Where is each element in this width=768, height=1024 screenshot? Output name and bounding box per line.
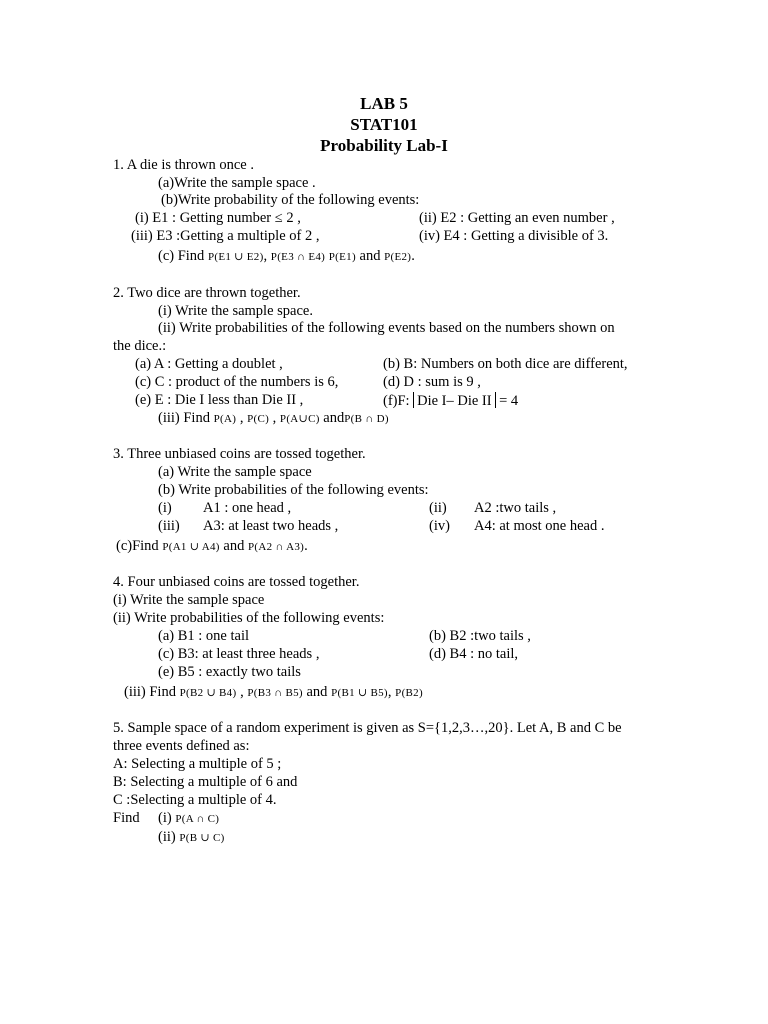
q4-event-c: (c) B3: at least three heads , xyxy=(158,646,320,662)
q2-event-c: (c) C : product of the numbers is 6, xyxy=(135,374,339,390)
abs-bar-left xyxy=(413,392,415,408)
q4-formula-3: P(B1 ∪ B5) xyxy=(331,687,388,699)
q1-c-line: (c) Find P(E1 ∪ E2), P(E3 ∩ E4) P(E1) and P(E2). xyxy=(158,248,415,264)
q4-i: (i) Write the sample space xyxy=(113,592,265,608)
q3-formula-2: P(A2 ∩ A3) xyxy=(247,541,305,553)
q3-iv-num: (iv) xyxy=(429,518,450,534)
q5-find: Find xyxy=(113,810,140,826)
q2-event-e: (e) E : Die I less than Die II , xyxy=(135,392,304,408)
course-code: STAT101 xyxy=(350,115,418,134)
q2-f-value: = 4 xyxy=(499,393,519,409)
q2-formula-3: P(A∪C) xyxy=(279,413,320,425)
q4-formula-1: P(B2 ∪ B4) xyxy=(179,687,237,699)
q4-event-a: (a) B1 : one tail xyxy=(158,628,250,644)
q2-and: and xyxy=(323,410,345,426)
q2-ii: (ii) Write probabilities of the following events based on the numbers shown on xyxy=(158,320,615,336)
q4-stem: 4. Four unbiased coins are tossed together. xyxy=(113,574,360,590)
q1-event-3: (iii) E3 :Getting a multiple of 2 , xyxy=(131,228,320,244)
q2-iii-label: (iii) Find xyxy=(158,410,210,426)
q4-formula-2: P(B3 ∩ B5) xyxy=(247,687,303,699)
q3-a: (a) Write the sample space xyxy=(158,464,312,480)
q3-iv-text: A4: at most one head . xyxy=(474,518,605,534)
q5-ii-line xyxy=(158,829,225,847)
q4-formula-4: P(B2) xyxy=(395,687,423,699)
q3-ii-text: A2 :two tails , xyxy=(474,500,557,516)
q3-iii-text: A3: at least two heads , xyxy=(203,518,339,534)
q3-c-label: (c)Find xyxy=(116,538,159,554)
q4-iii-label: (iii) Find xyxy=(124,684,176,700)
q5-event-b: B: Selecting a multiple of 6 and xyxy=(113,774,298,790)
q2-formula-4: P(B ∩ D) xyxy=(344,413,389,425)
q1-event-1: (i) E1 : Getting number ≤ 2 , xyxy=(135,210,301,226)
q5-event-c: C :Selecting a multiple of 4. xyxy=(113,792,277,808)
q4-event-b: (b) B2 :two tails , xyxy=(429,628,531,644)
q5-i-line xyxy=(158,810,219,828)
q2-stem: 2. Two dice are thrown together. xyxy=(113,285,301,301)
q5-ii-label: (ii) xyxy=(158,829,176,845)
q2-event-d: (d) D : sum is 9 , xyxy=(383,374,481,390)
q2-f-expression: Die I– Die II xyxy=(417,393,492,409)
q3-ii-num: (ii) xyxy=(429,500,447,516)
lab-title: LAB 5 xyxy=(360,94,408,113)
q5-event-a: A: Selecting a multiple of 5 ; xyxy=(113,756,282,772)
q3-and: and xyxy=(223,538,245,554)
q2-ii-cont: the dice.: xyxy=(113,338,167,354)
q1-formula-1: P(E1 ∪ E2) xyxy=(207,251,264,263)
abs-bar-right xyxy=(495,392,497,408)
lab-subtitle: Probability Lab-I xyxy=(320,136,448,155)
q2-formula-1: P(A) xyxy=(213,413,237,425)
q1-b: (b)Write probability of the following events: xyxy=(161,192,420,208)
q1-and: and xyxy=(359,248,381,264)
q3-i-text: A1 : one head , xyxy=(203,500,292,516)
q3-c-line: (c)Find P(A1 ∪ A4) and P(A2 ∩ A3). xyxy=(116,538,308,554)
q3-stem: 3. Three unbiased coins are tossed together. xyxy=(113,446,366,462)
q3-b: (b) Write probabilities of the following events: xyxy=(158,482,429,498)
q1-event-2: (ii) E2 : Getting an even number , xyxy=(419,210,615,226)
q5-formula-1: P(A ∩ C) xyxy=(175,813,220,825)
q4-event-e: (e) B5 : exactly two tails xyxy=(158,664,301,680)
q1-formula-4: P(E2) xyxy=(384,251,412,263)
q3-iii-num: (iii) xyxy=(158,518,180,534)
q5-formula-2: P(B ∪ C) xyxy=(179,832,225,844)
q1-a: (a)Write the sample space . xyxy=(158,175,316,191)
q4-iii-line: (iii) Find P(B2 ∪ B4) , P(B3 ∩ B5) and P(B1 ∪ B5), P(B2) xyxy=(124,684,423,700)
q1-c-label: (c) Find xyxy=(158,248,205,264)
q5-line-1: 5. Sample space of a random experiment is given as S={1,2,3…,20}. Let A, B and C be xyxy=(113,720,622,736)
q1-formula-3: P(E1) xyxy=(328,251,356,263)
q1-event-4: (iv) E4 : Getting a divisible of 3. xyxy=(419,228,609,244)
q2-event-a: (a) A : Getting a doublet , xyxy=(135,356,283,372)
q4-event-d: (d) B4 : no tail, xyxy=(429,646,519,662)
q1-stem: 1. A die is thrown once . xyxy=(113,157,254,173)
q2-i: (i) Write the sample space. xyxy=(158,303,313,319)
q5-line-2: three events defined as: xyxy=(113,738,250,754)
q4-ii: (ii) Write probabilities of the following events: xyxy=(113,610,385,626)
q2-event-b: (b) B: Numbers on both dice are different, xyxy=(383,356,628,372)
q2-iii-line: (iii) Find P(A) , P(C) , P(A∪C) andP(B ∩ D) xyxy=(158,410,389,426)
q5-i-label: (i) xyxy=(158,810,172,826)
q2-f-label: (f)F: xyxy=(383,393,410,409)
q1-formula-2: P(E3 ∩ E4) xyxy=(270,251,326,263)
q4-and: and xyxy=(306,684,328,700)
q3-formula-1: P(A1 ∪ A4) xyxy=(162,541,220,553)
q3-i-num: (i) xyxy=(158,500,172,516)
q2-event-f xyxy=(383,392,518,410)
q2-formula-2: P(C) xyxy=(247,413,270,425)
